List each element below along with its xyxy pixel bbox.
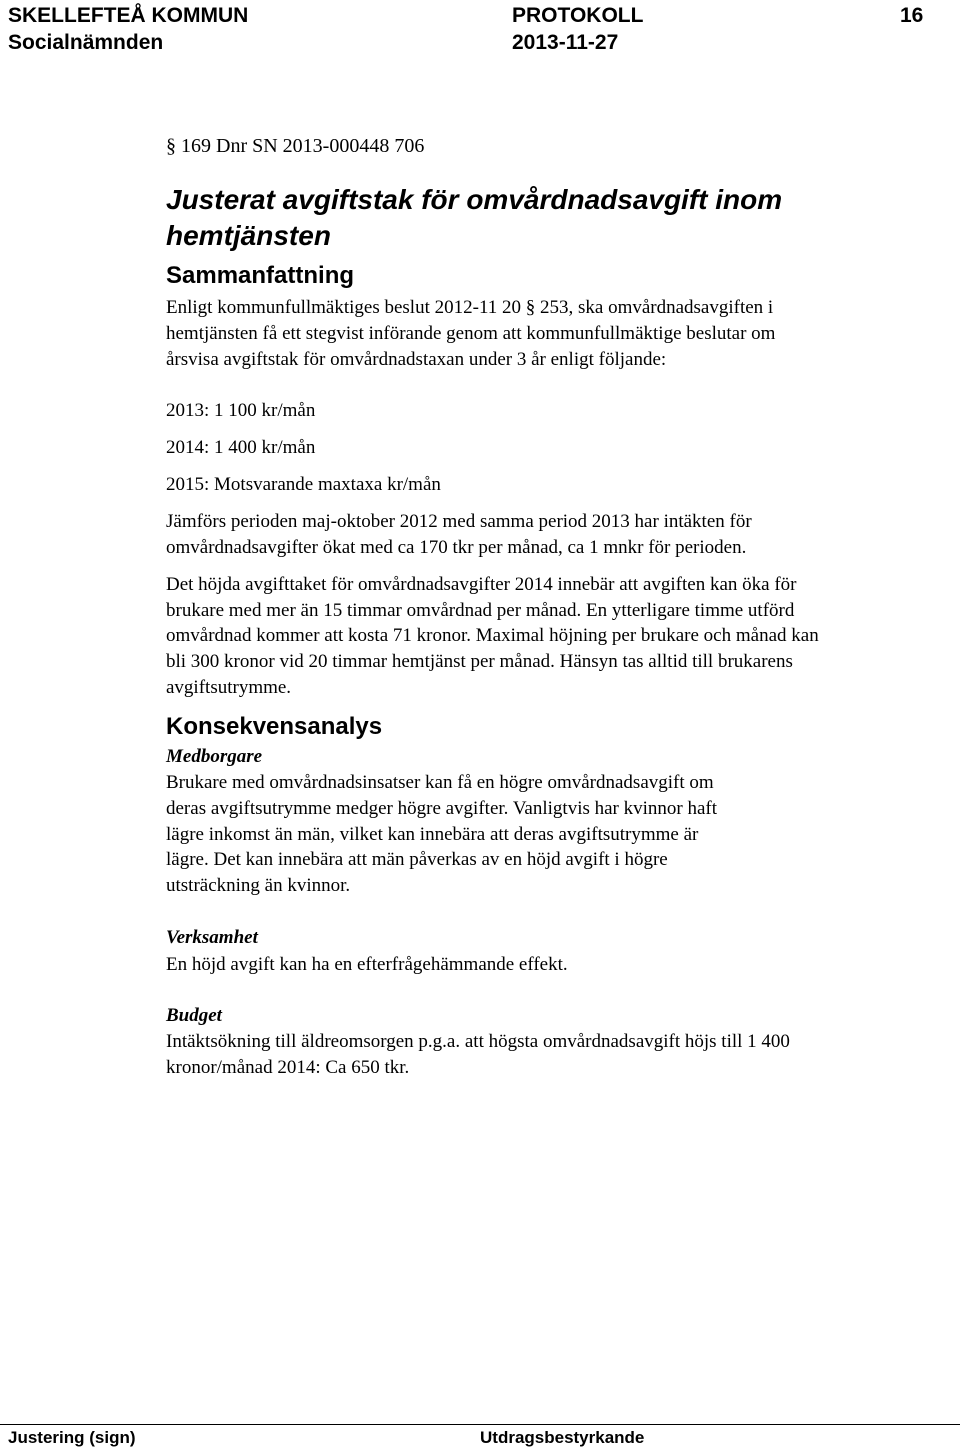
certificate-label: Utdragsbestyrkande [480,1428,645,1447]
summary-heading: Sammanfattning [166,262,355,289]
summary-intro-line: årsvisa avgiftstak för omvårdnadstaxan under 3 år enligt följande: [166,349,667,370]
signature-label: Justering (sign) [8,1428,136,1447]
operations-line: En höjd avgift kan ha en efterfrågehämmande effekt. [166,954,568,975]
effect-line: omvårdnad kommer att kosta 71 kronor. Maximal höjning per brukare och månad kan [166,625,819,646]
page-number: 16 [900,4,924,27]
effect-line: avgiftsutrymme. [166,677,292,698]
effect-line: Det höjda avgifttaket för omvårdnadsavgifter 2014 innebär att avgiften kan öka för [166,574,797,595]
document-type: PROTOKOLL [512,4,644,27]
meeting-date: 2013-11-27 [512,31,619,54]
summary-intro-line: hemtjänsten få ett stegvist införande genom att kommunfullmäktige beslutar om [166,323,776,344]
fee-cap-2015: 2015: Motsvarande maxtaxa kr/mån [166,474,441,495]
municipality-name: SKELLEFTEÅ KOMMUN [8,4,249,27]
comparison-line: Jämförs perioden maj-oktober 2012 med samma period 2013 har intäkten för [166,511,752,532]
item-title-line-2: hemtjänsten [166,220,331,251]
item-reference: § 169 Dnr SN 2013-000448 706 [166,135,425,157]
citizens-line: lägre inkomst än män, vilket kan innebära att deras avgiftsutrymme är [166,824,699,845]
citizens-line: Brukare med omvårdnadsinsatser kan få en högre omvårdnadsavgift om [166,772,714,793]
comparison-line: omvårdnadsavgifter ökat med ca 170 tkr per månad, ca 1 mnkr för perioden. [166,537,747,558]
analysis-heading: Konsekvensanalys [166,713,383,740]
citizens-line: utsträckning än kvinnor. [166,875,351,896]
budget-line: kronor/månad 2014: Ca 650 tkr. [166,1057,410,1078]
committee-name: Socialnämnden [8,31,164,54]
budget-heading: Budget [166,1005,222,1026]
effect-line: bli 300 kronor vid 20 timmar hemtjänst per månad. Hänsyn tas alltid till brukarens [166,651,793,672]
fee-cap-2014: 2014: 1 400 kr/mån [166,437,316,458]
fee-cap-2013: 2013: 1 100 kr/mån [166,400,316,421]
item-title-line-1: Justerat avgiftstak för omvårdnadsavgift inom [166,184,783,215]
citizens-heading: Medborgare [166,746,263,767]
citizens-line: lägre. Det kan innebära att män påverkas av en höjd avgift i högre [166,849,668,870]
budget-line: Intäktsökning till äldreomsorgen p.g.a. att högsta omvårdnadsavgift höjs till 1 400 [166,1031,790,1052]
summary-intro-line: Enligt kommunfullmäktiges beslut 2012-11 20 § 253, ska omvårdnadsavgiften i [166,297,774,318]
operations-heading: Verksamhet [166,927,258,948]
footer-divider [0,1424,960,1425]
citizens-line: deras avgiftsutrymme medger högre avgifter. Vanligtvis har kvinnor haft [166,798,718,819]
effect-line: brukare med mer än 15 timmar omvårdnad per månad. En ytterligare timme utförd [166,600,795,621]
